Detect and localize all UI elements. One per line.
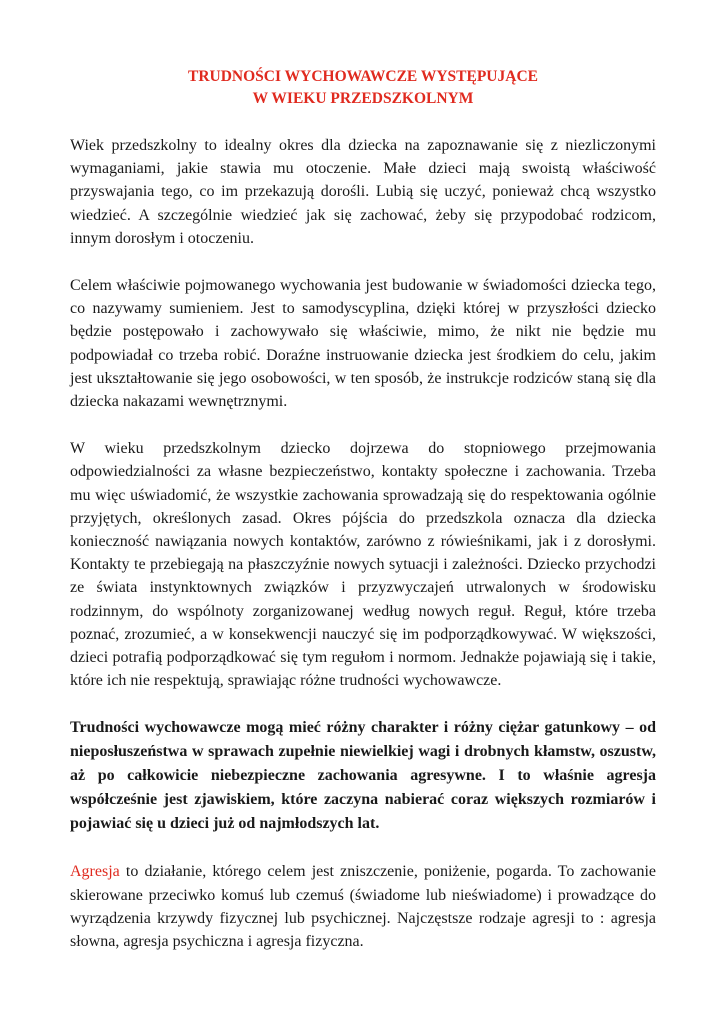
title-line-2: W WIEKU PRZEDSZKOLNYM [252,90,474,107]
aggression-definition-text: to działanie, którego celem jest zniszczenie, poniżenie, pogarda. To zachowanie skierowane przeciwko komuś lub czemuś (świadome lub nieświadome) i prowadzące do wyrządzenia krzywdy fizycznej lub psychicznej. Najczęstsze rodzaje agresji to : agresja słowna, agresja psychiczna i agresja fizyczna. [70,863,656,951]
aggression-term: Agresja [70,863,120,881]
paragraph-difficulties-bold: Trudności wychowawcze mogą mieć różny charakter i różny ciężar gatunkowy – od nieposłuszeństwa w sprawach zupełnie niewielkiej wagi i drobnych kłamstw, oszustw, aż po całkowicie niebezpieczne zachowania agresywne. I to właśnie agresja współcześnie jest zjawiskiem, które zaczyna nabierać coraz większych rozmiarów i pojawiać się u dzieci już od najmłodszych lat. [70,719,656,833]
document-page [70,66,656,977]
paragraph-preschool-rules: W wieku przedszkolnym dziecko dojrzewa do stopniowego przejmowania odpowiedzialności za własne bezpieczeństwo, kontakty społeczne i zachowania. Trzeba mu więc uświadomić, że wszystkie zachowania sprowadzają się do respektowania ogólnie przyjętych, określonych zasad. Okres pójścia do przedszkola oznacza dla dziecka konieczność nawiązania nowych kontaktów, zarówno z rówieśnikami, jak i z dorosłymi. Kontakty te przebiegają na płaszczyźnie nowych sytuacji i zależności. Dziecko przychodzi ze świata instynktownych związków i przyzwyczajeń utrwalonych w środowisku rodzinnym, do wspólnoty zorganizowanej według nowych reguł. Reguł, które trzeba poznać, zrozumieć, a w konsekwencji nauczyć się im podporządkowywać. W większości, dzieci potrafią podporządkować się tym regułom i normom. Jednakże pojawiają się i takie, które ich nie respektują, sprawiając różne trudności wychowawcze. [70,440,656,690]
paragraph-intro: Wiek przedszkolny to idealny okres dla dziecka na zapoznawanie się z niezliczonymi wymaganiami, jakie stawia mu otoczenie. Małe dzieci mają swoistą właściwość przyswajania tego, co im przekazują dorośli. Lubią się uczyć, ponieważ chcą wszystko wiedzieć. A szczególnie wiedzieć jak się zachować, żeby się przypodobać rodzicom, innym dorosłym i otoczeniu. [70,137,656,247]
paragraph-aggression-definition [70,860,656,953]
paragraph-conscience: Celem właściwie pojmowanego wychowania jest budowanie w świadomości dziecka tego, co nazywamy sumieniem. Jest to samodyscyplina, dzięki której w przyszłości dziecko będzie postępowało i zachowywało się właściwie, mimo, że nikt nie będzie mu podpowiadał co trzeba robić. Doraźne instruowanie dziecka jest środkiem do celu, jakim jest ukształtowanie się jego osobowości, w ten sposób, że instrukcje rodziców staną się dla dziecka nakazami wewnętrznymi. [70,277,656,411]
title-line-1: TRUDNOŚCI WYCHOWAWCZE WYSTĘPUJĄCE [188,68,538,85]
document-title [70,66,656,110]
